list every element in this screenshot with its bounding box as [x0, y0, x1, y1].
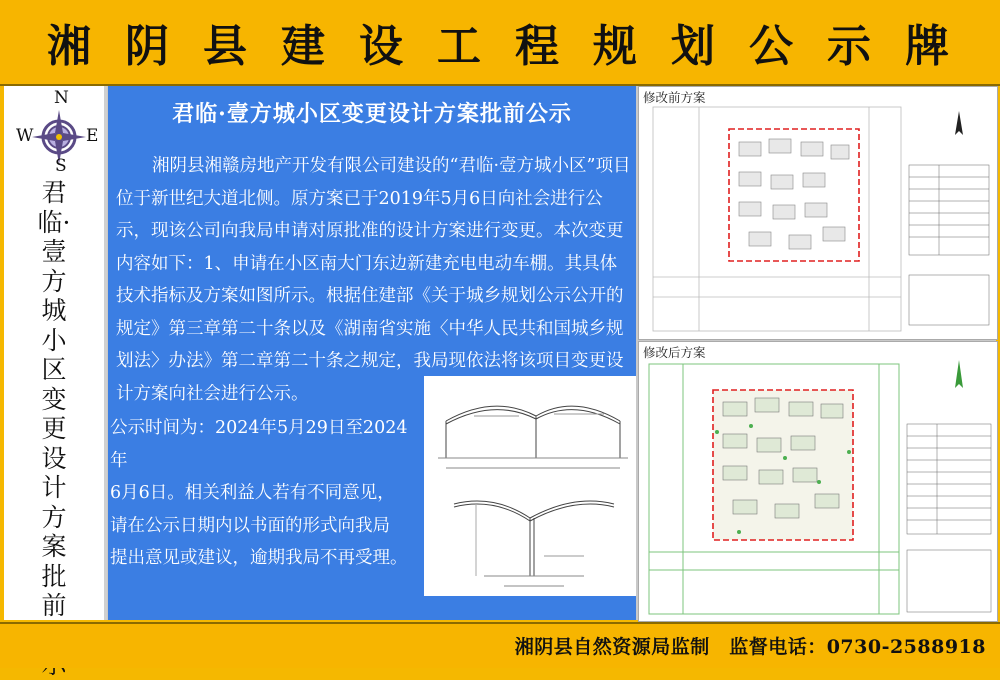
notice-tail-line: 公示时间为：2024年5月29日至2024年 — [110, 418, 408, 471]
sidebar — [4, 86, 107, 620]
canopy-elevation-icon — [424, 376, 636, 596]
footer-banner — [0, 622, 1000, 668]
header-banner — [0, 0, 1000, 86]
compass-west: W — [16, 126, 34, 146]
notice-tail-line: 6月6日。相关利益人若有不同意见， — [110, 483, 395, 503]
vertical-title: 君临·壹方城小区变更设计方案批前 — [37, 178, 71, 620]
header-title: 湘阴县建设工程规划公示牌 — [47, 21, 983, 72]
notice-tail — [110, 412, 422, 575]
footer-text: 湘阴县自然资源局监制 监督电话：0730-2588918 — [514, 636, 986, 658]
plan-before-label: 修改前方案 — [643, 90, 706, 105]
plan-after-label: 修改后方案 — [643, 345, 706, 360]
notice-body: 湘阴县湘赣房地产开发有限公司建设的“君临·壹方城小区”项目位于新世纪大道北侧。原方案已于2019年5月6日向社会进行公示，现该公司向我局申请对原批准的设计方案进行变更。本次变更内容如下：1、申请在小区南大门东边新建充电电动车棚。其具体技术指标及方案如图所示。根据住建部《关于城乡规划公示公开的规定》第三章第二十条以及《湖南省实施〈中华人民共和国城乡规划法〉办法》第二章第二十条之规定，我局现依法将该项目变更设计方案向社会进行公示。 — [116, 156, 631, 404]
site-plan-after-icon — [639, 342, 997, 621]
plan-before — [638, 86, 998, 340]
compass-east: E — [86, 126, 99, 146]
site-plan-before-icon — [639, 87, 997, 339]
compass-south: S — [55, 156, 67, 176]
notice-title: 君临·壹方城小区变更设计方案批前公示 — [172, 101, 572, 127]
notice-tail-line: 提出意见或建议，逾期我局不再受理。 — [110, 548, 408, 568]
compass-rose — [16, 88, 102, 180]
plan-after — [638, 341, 998, 622]
compass-north: N — [54, 88, 69, 108]
notice-tail-line: 请在公示日期内以书面的形式向我局 — [110, 515, 390, 536]
canopy-drawing — [424, 376, 636, 596]
